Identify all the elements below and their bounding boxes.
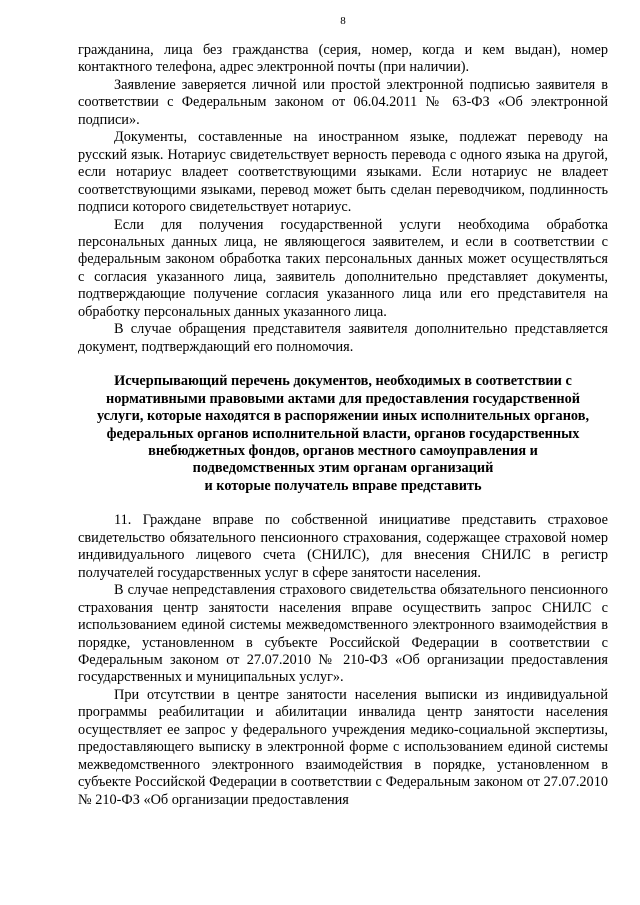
paragraph-signature: Заявление заверяется личной или простой электронной подписью заявителя в соответствии с Федеральным законом от 06.04.2011 № 63-ФЗ «Об электронной подписи». <box>78 76 608 128</box>
heading-line: внебюджетных фондов, органов местного самоуправления и <box>148 442 538 459</box>
document-page <box>78 14 608 809</box>
page-number: 8 <box>340 15 346 27</box>
paragraph-item-11: 11. Граждане вправе по собственной инициативе представить страховое свидетельство обязательного пенсионного страхования, содержащее страховой номер индивидуального лицевого счета (СНИЛС), для внесения СНИЛС в регистр получателей государственных услуг в сфере занятости населения. <box>78 512 608 581</box>
heading-line: Исчерпывающий перечень документов, необходимых в соответствии с <box>114 373 572 390</box>
paragraph-snils-request: В случае непредставления страхового свидетельства обязательного пенсионного страхования центр занятости населения вправе осуществить запрос СНИЛС с использованием единой системы межведомственного электронного взаимодействия в порядке, установленном в субъекте Российской Федерации в соответствии с Федеральным законом от 27.07.2010 № 210-ФЗ «Об организации предоставления государственных и муниципальных услуг». <box>78 582 608 686</box>
heading-line: услуги, которые находятся в распоряжении иных исполнительных органов, <box>96 408 590 425</box>
paragraph-rehabilitation-request: При отсутствии в центре занятости населения выписки из индивидуальной программы реабилитации и абилитации инвалида центр занятости населения осуществляет ее запрос у федерального учреждения медико-социальной экспертизы, предоставляющего выписку в электронной форме с использованием единой системы межведомственного электронного взаимодействия в порядке, установленном в субъекте Российской Федерации в соответствии с Федеральным законом от 27.07.2010 № 210-ФЗ «Об организации предоставления <box>78 686 608 808</box>
paragraph-personal-data: Если для получения государственной услуги необходима обработка персональных данных лица, не являющегося заявителем, и если в соответствии с федеральным законом обработка таких персональных данных может осуществляться с согласия указанного лица, заявитель дополнительно представляет документы, подтверждающие получение согласия указанного лица или его представителя на обработку персональных данных указанного лица. <box>78 216 608 320</box>
paragraph-continuation: гражданина, лица без гражданства (серия, номер, когда и кем выдан), номер контактного телефона, адрес электронной почты (при наличии). <box>78 42 608 76</box>
paragraph-representative: В случае обращения представителя заявителя дополнительно представляется документ, подтверждающий его полномочия. <box>78 321 608 355</box>
heading-line: подведомственных этим органам организаций <box>192 460 494 477</box>
heading-line: федеральных органов исполнительной власти, органов государственных <box>106 425 580 442</box>
section-heading <box>78 373 608 495</box>
heading-line: и которые получатель вправе представить <box>204 477 482 494</box>
heading-line: нормативными правовыми актами для предоставления государственной <box>106 390 580 407</box>
paragraph-translation: Документы, составленные на иностранном языке, подлежат переводу на русский язык. Нотариус свидетельствует верность перевода с одного языка на другой, если нотариус владеет соответствующими языками. Если нотариус не владеет соответствующими языками, перевод может быть сделан переводчиком, подлинность подписи которого свидетельствует нотариус. <box>78 129 608 216</box>
